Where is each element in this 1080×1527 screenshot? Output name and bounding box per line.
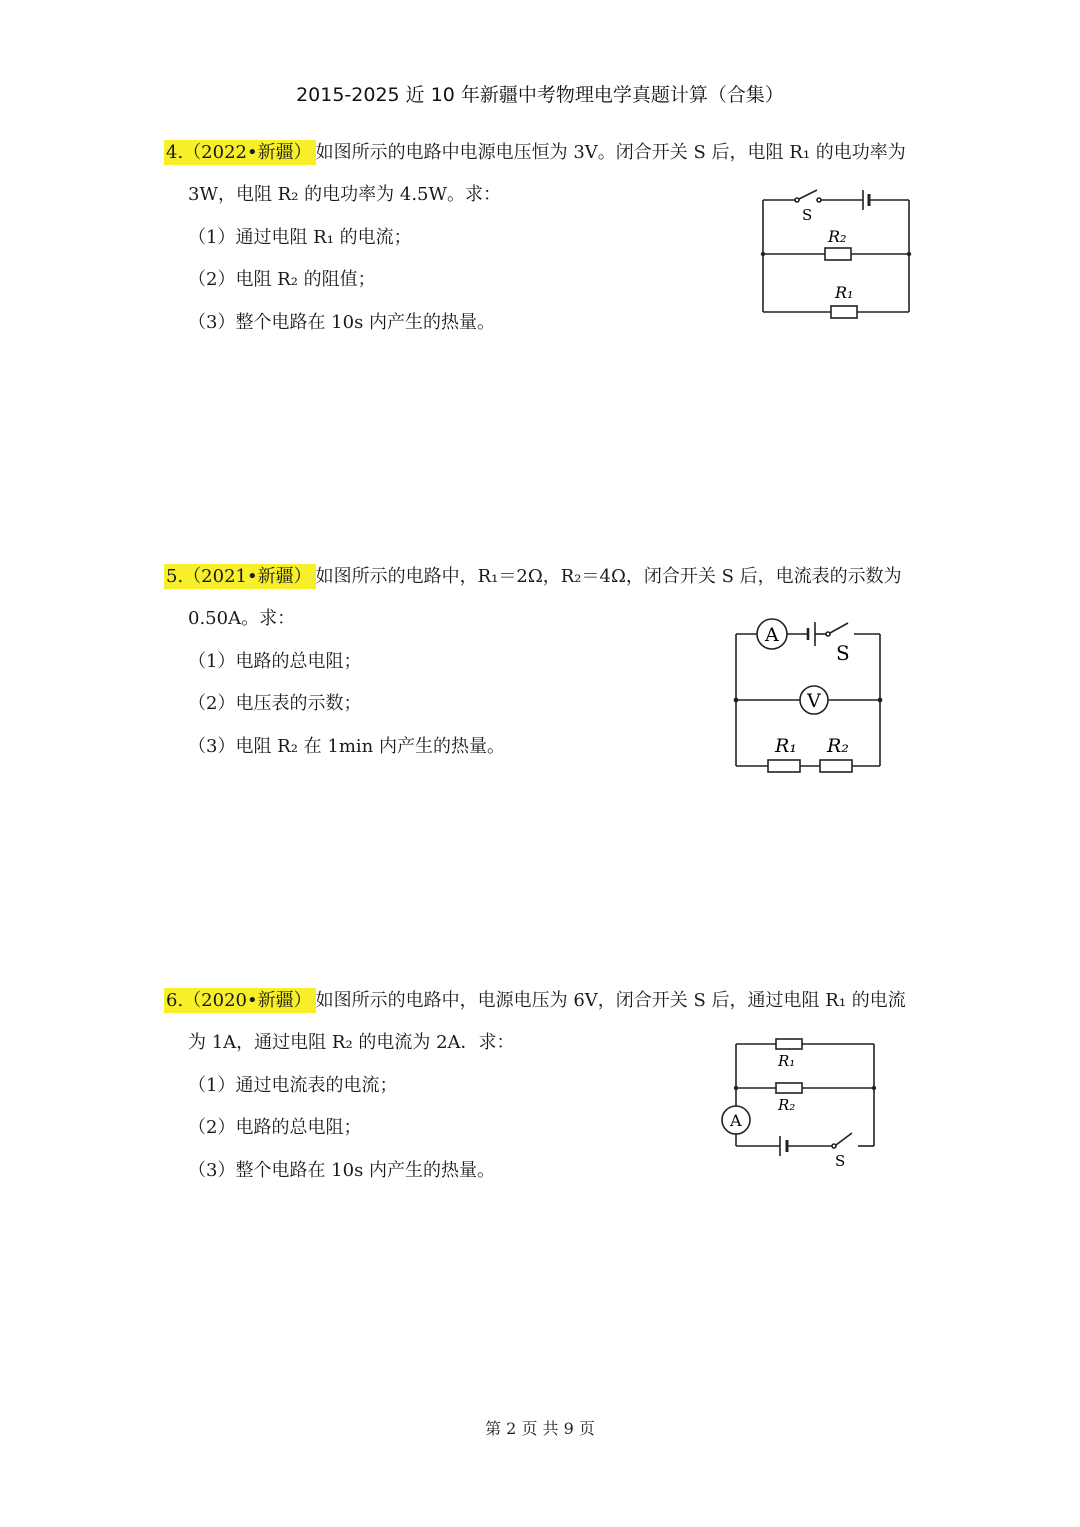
label-switch: S — [836, 641, 850, 665]
question-1: （1）电路的总电阻； — [188, 651, 362, 672]
question-1: （1）通过电流表的电流； — [188, 1075, 398, 1096]
stem-line-1: 如图所示的电路中，R₁＝2Ω，R₂＝4Ω，闭合开关 S 后，电流表的示数为 — [315, 566, 902, 587]
question-3: （3）电阻 R₂ 在 1min 内产生的热量。 — [188, 736, 505, 757]
circuit-diagram-4 — [755, 180, 915, 320]
problem-stem — [164, 563, 902, 591]
label-r2: R₂ — [828, 227, 847, 246]
label-r1: R₁ — [778, 1052, 796, 1070]
page-footer: 第 2 页 共 9 页 — [485, 1419, 595, 1438]
resistor-r2 — [825, 248, 851, 260]
switch-blade — [799, 190, 817, 199]
stem-line-1: 如图所示的电路中，电源电压为 6V，闭合开关 S 后，通过电阻 R₁ 的电流 — [315, 990, 906, 1011]
problem-tag: 5.（2021•新疆） — [164, 564, 316, 589]
label-r2: R₂ — [778, 1096, 796, 1114]
question-2: （2）电路的总电阻； — [188, 1117, 362, 1138]
resistor-r2 — [776, 1083, 802, 1093]
stem-line-2: 0.50A。求： — [188, 608, 296, 629]
label-r1: R₁ — [775, 735, 797, 757]
circuit-diagram-6 — [718, 1030, 888, 1175]
voltmeter-label: V — [807, 690, 821, 712]
question-3: （3）整个电路在 10s 内产生的热量。 — [188, 1160, 496, 1181]
ammeter-label: A — [730, 1111, 742, 1130]
switch-blade — [836, 1133, 852, 1145]
resistor-r1 — [831, 306, 857, 318]
problem-tag: 6.（2020•新疆） — [164, 988, 316, 1013]
stem-line-2: 为 1A，通过电阻 R₂ 的电流为 2A．求： — [188, 1032, 515, 1053]
resistor-r1 — [776, 1039, 802, 1049]
page-title: 2015-2025 近 10 年新疆中考物理电学真题计算（合集） — [296, 84, 784, 106]
question-3: （3）整个电路在 10s 内产生的热量。 — [188, 312, 496, 333]
stem-line-2: 3W，电阻 R₂ 的电功率为 4.5W。求： — [188, 184, 502, 205]
label-r1: R₁ — [835, 283, 854, 302]
question-1: （1）通过电阻 R₁ 的电流； — [188, 227, 412, 248]
label-switch: S — [835, 1152, 846, 1170]
circuit-diagram-5 — [730, 612, 890, 772]
problem-tag: 4.（2022•新疆） — [164, 140, 316, 165]
stem-line-1: 如图所示的电路中电源电压恒为 3V。闭合开关 S 后，电阻 R₁ 的电功率为 — [315, 142, 906, 163]
problem-stem — [164, 987, 906, 1015]
problem-stem — [164, 139, 906, 167]
ammeter-label: A — [765, 624, 779, 646]
switch-blade — [830, 623, 848, 633]
label-switch: S — [802, 206, 813, 224]
question-2: （2）电阻 R₂ 的阻值； — [188, 269, 376, 290]
resistor-r2 — [820, 760, 852, 772]
question-2: （2）电压表的示数； — [188, 693, 362, 714]
label-r2: R₂ — [827, 735, 849, 757]
resistor-r1 — [768, 760, 800, 772]
